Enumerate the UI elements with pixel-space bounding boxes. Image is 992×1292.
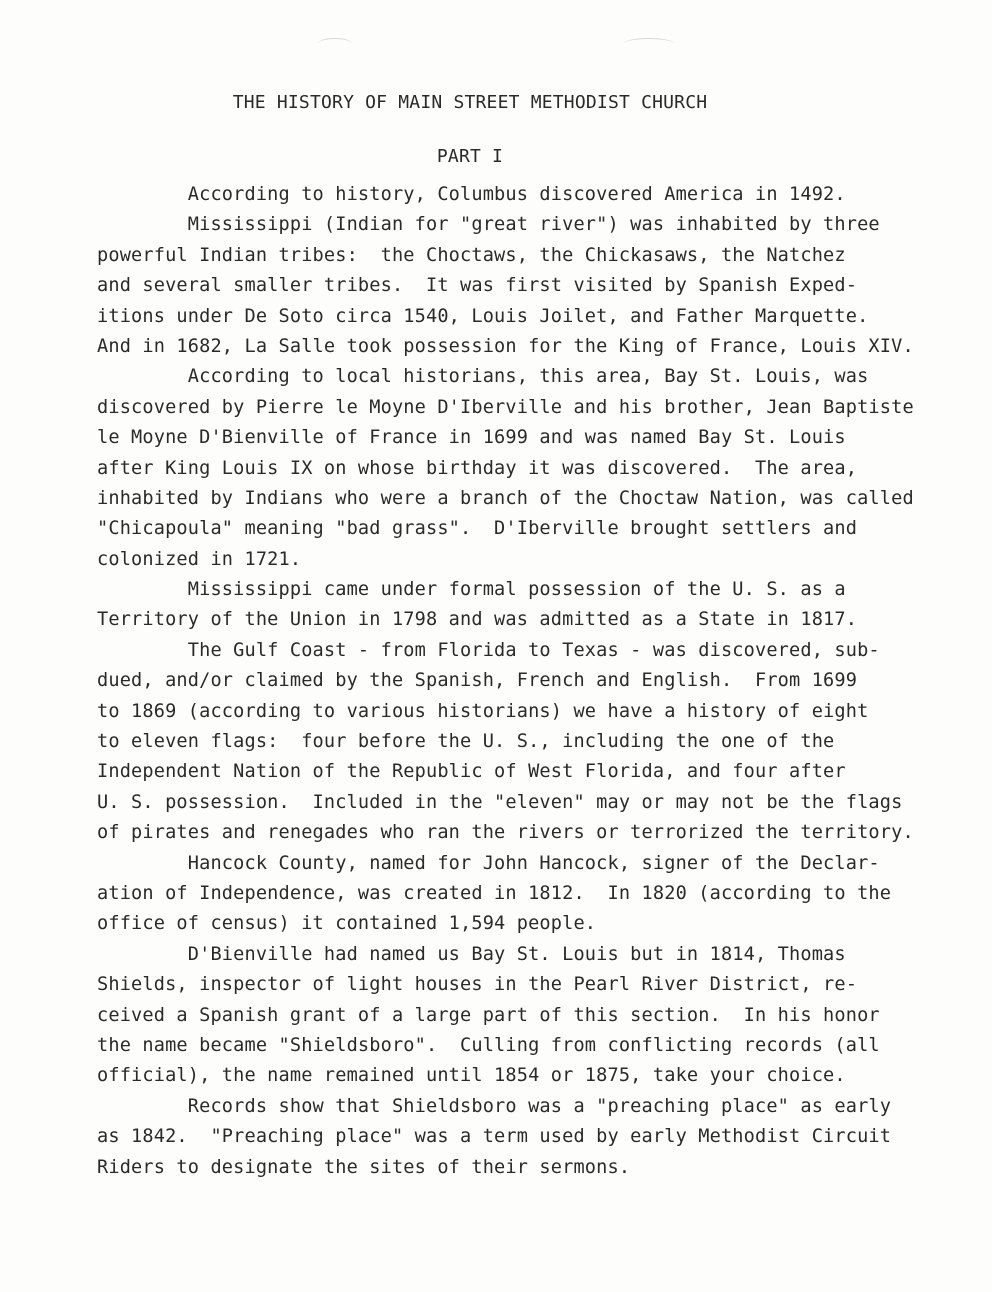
document-title: THE HISTORY OF MAIN STREET METHODIST CHURCH <box>232 92 708 113</box>
text-line: official), the name remained until 1854 or 1875, take your choice. <box>97 1065 846 1087</box>
text-line: after King Louis IX on whose birthday it was discovered. The area, <box>97 457 858 479</box>
text-line: Records show that Shieldsboro was a "preaching place" as early <box>97 1095 892 1117</box>
text-line: as 1842. "Preaching place" was a term used by early Methodist Circuit <box>97 1126 892 1148</box>
text-line: the name became "Shieldsboro". Culling from conflicting records (all <box>97 1034 880 1056</box>
text-line: discovered by Pierre le Moyne D'Iberville and his brother, Jean Baptiste <box>97 396 914 418</box>
text-line: Shields, inspector of light houses in the Pearl River District, re- <box>97 974 858 996</box>
text-line: office of census) it contained 1,594 people. <box>97 913 597 935</box>
text-line: Hancock County, named for John Hancock, signer of the Declar- <box>97 852 880 874</box>
text-line: colonized in 1721. <box>97 548 302 570</box>
text-line: le Moyne D'Bienville of France in 1699 and was named Bay St. Louis <box>97 427 846 449</box>
text-line: Riders to designate the sites of their sermons. <box>97 1156 631 1178</box>
text-line: and several smaller tribes. It was first visited by Spanish Exped- <box>97 275 858 297</box>
text-line: of pirates and renegades who ran the rivers or terrorized the territory. <box>97 822 914 844</box>
text-line: According to history, Columbus discovered America in 1492. <box>97 184 846 205</box>
text-line: "Chicapoula" meaning "bad grass". D'Iberville brought settlers and <box>97 518 858 540</box>
text-line: to eleven flags: four before the U. S., including the one of the <box>97 731 835 753</box>
scan-smudge <box>318 38 352 49</box>
text-line: to 1869 (according to various historians) we have a history of eight <box>97 700 869 722</box>
text-line: The Gulf Coast - from Florida to Texas - was discovered, sub- <box>97 639 880 661</box>
text-line: ation of Independence, was created in 1812. In 1820 (according to the <box>97 882 892 904</box>
text-line: And in 1682, La Salle took possession for the King of France, Louis XIV. <box>97 335 914 357</box>
text-line: D'Bienville had named us Bay St. Louis but in 1814, Thomas <box>97 943 846 965</box>
scan-smudge <box>624 38 674 49</box>
body-text <box>97 180 977 1183</box>
text-line: itions under De Soto circa 1540, Louis Joilet, and Father Marquette. <box>97 305 869 327</box>
text-line: U. S. possession. Included in the "eleven" may or may not be the flags <box>97 791 903 813</box>
text-line: inhabited by Indians who were a branch of the Choctaw Nation, was called <box>97 487 914 509</box>
part-heading: PART I <box>436 146 504 167</box>
text-line: dued, and/or claimed by the Spanish, French and English. From 1699 <box>97 670 858 692</box>
text-line: ceived a Spanish grant of a large part of this section. In his honor <box>97 1004 880 1026</box>
text-line: According to local historians, this area, Bay St. Louis, was <box>97 366 869 388</box>
text-line: Mississippi came under formal possession of the U. S. as a <box>97 579 846 601</box>
text-line: Mississippi (Indian for "great river") was inhabited by three <box>97 214 880 236</box>
text-line: powerful Indian tribes: the Choctaws, the Chickasaws, the Natchez <box>97 244 846 266</box>
text-line: Territory of the Union in 1798 and was admitted as a State in 1817. <box>97 609 858 631</box>
text-line: Independent Nation of the Republic of West Florida, and four after <box>97 761 846 783</box>
